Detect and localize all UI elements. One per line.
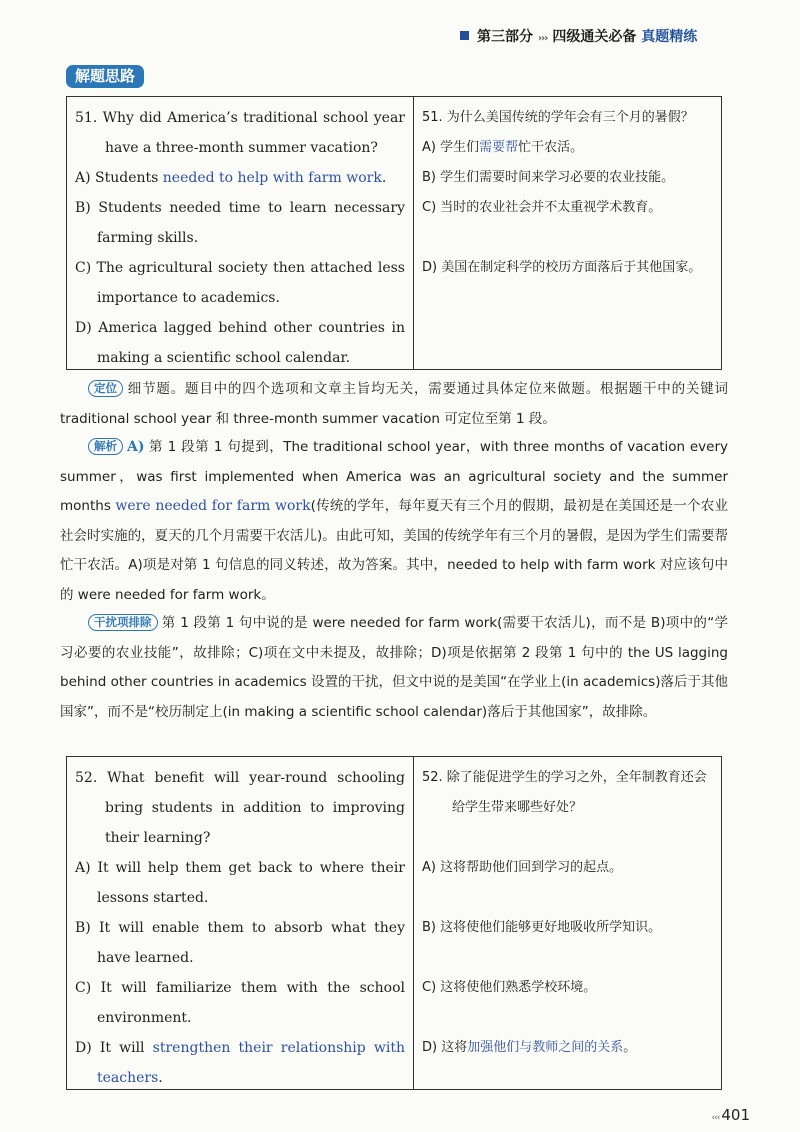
- analysis-paragraph: 解析 A) 第 1 段第 1 句提到，The traditional school year，with three months of vacation every summer，was first implemented when America was an agricultural society and the summer months were needed for farm work(传统的学年，每年夏天有三个月的假期，最初是在美国还是一个农业社会时实施的，夏天的几个月需要干农活儿)。由此可知，美国的传统学年有三个月的暑假，是因为学生们需要帮忙干农活。A)项是对第 1 句信息的同义转述，故为答案。其中，needed to help with farm work 对应该句中的 were needed for farm work。: [60, 439, 728, 603]
- exclude-text: 第 1 段第 1 句中说的是 were needed for farm work(需要干农活儿)，而不是 B)项中的“学习必要的农业技能”，故排除；C)项在文中未提及，故排除；D)项是依据第 2 段第 1 句中的 the US lagging behind other countries in academics 设置的干扰，但文中说的是美国“在学业上(in academics)落后于其他国家”，而不是“校历制定上(in making a scientific school calendar)落后于其他国家”，故排除。: [60, 615, 728, 720]
- q51-en-option-b: B) Students needed time to learn necessary farming skills.: [75, 200, 405, 246]
- header-square-icon: [460, 31, 469, 40]
- q52-en-option-c: C) It will familiarize them with the school environment.: [75, 980, 405, 1026]
- q51-zh-question: 51. 为什么美国传统的学年会有三个月的暑假？: [422, 110, 694, 125]
- q52-en-option-b: B) It will enable them to absorb what they have learned.: [75, 920, 405, 966]
- q52-english-column: [67, 757, 414, 1089]
- q51-zh-option-c: C) 当时的农业社会并不太重视学术教育。: [422, 200, 662, 215]
- q52-zh-option-c: C) 这将使他们熟悉学校环境。: [422, 980, 597, 995]
- q51-zh-option-b: B) 学生们需要时间来学习必要的农业技能。: [422, 170, 675, 185]
- header-arrow-icon: ›››: [538, 33, 548, 44]
- question-51-box: [66, 96, 722, 370]
- page-arrows-icon: ‹‹‹: [711, 1113, 720, 1123]
- exclude-paragraph: [60, 609, 728, 727]
- header-section: 四级通关必备: [552, 29, 637, 45]
- q52-en-question: 52. What benefit will year-round schooling bring students in addition to improving their learning?: [75, 770, 405, 846]
- section-badge: 解题思路: [66, 65, 144, 88]
- exclude-tag: 干扰项排除: [88, 614, 158, 631]
- q51-zh-option-d: D) 美国在制定科学的校历方面落后于其他国家。: [422, 260, 702, 275]
- question-52-box: [66, 756, 722, 1090]
- locate-text: 细节题。题目中的四个选项和文章主旨均无关，需要通过具体定位来做题。根据题干中的关键词 traditional school year 和 three-month summer vacation 可定位至第 1 段。: [60, 381, 728, 427]
- locate-paragraph: [60, 375, 728, 434]
- q52-zh-option-d: D) 这将加强他们与教师之间的关系。: [422, 1040, 637, 1055]
- header-part: 第三部分: [477, 29, 533, 45]
- q52-zh-option-a: A) 这将帮助他们回到学习的起点。: [422, 860, 623, 875]
- q52-en-option-a: A) It will help them get back to where their lessons started.: [75, 860, 405, 906]
- locate-tag: 定位: [88, 380, 123, 397]
- q51-en-option-c: C) The agricultural society then attached less importance to academics.: [75, 260, 405, 306]
- q51-en-option-a: A) Students needed to help with farm work.: [75, 170, 387, 186]
- q52-zh-question: 52. 除了能促进学生的学习之外，全年制教育还会给学生带来哪些好处？: [422, 770, 707, 815]
- q51-en-question: 51. Why did America’s traditional school year have a three-month summer vacation?: [75, 110, 405, 156]
- q52-chinese-column: [414, 757, 721, 1089]
- analysis-tag: 解析: [88, 438, 123, 455]
- q52-zh-option-b: B) 这将使他们能够更好地吸收所学知识。: [422, 920, 662, 935]
- header-highlight: 真题精练: [641, 29, 698, 45]
- q51-chinese-column: [414, 97, 721, 369]
- analysis-answer: A): [127, 439, 145, 455]
- q51-english-column: [67, 97, 414, 369]
- q51-zh-option-a: A) 学生们需要帮忙干农活。: [422, 140, 584, 155]
- page-number: ‹‹‹ 401: [711, 1106, 750, 1124]
- q52-en-option-d: D) It will strengthen their relationship with teachers.: [75, 1040, 405, 1086]
- analysis-highlight: were needed for farm work: [115, 498, 311, 514]
- q51-en-option-d: D) America lagged behind other countries in making a scientific school calendar.: [75, 320, 405, 366]
- running-header: [460, 26, 780, 46]
